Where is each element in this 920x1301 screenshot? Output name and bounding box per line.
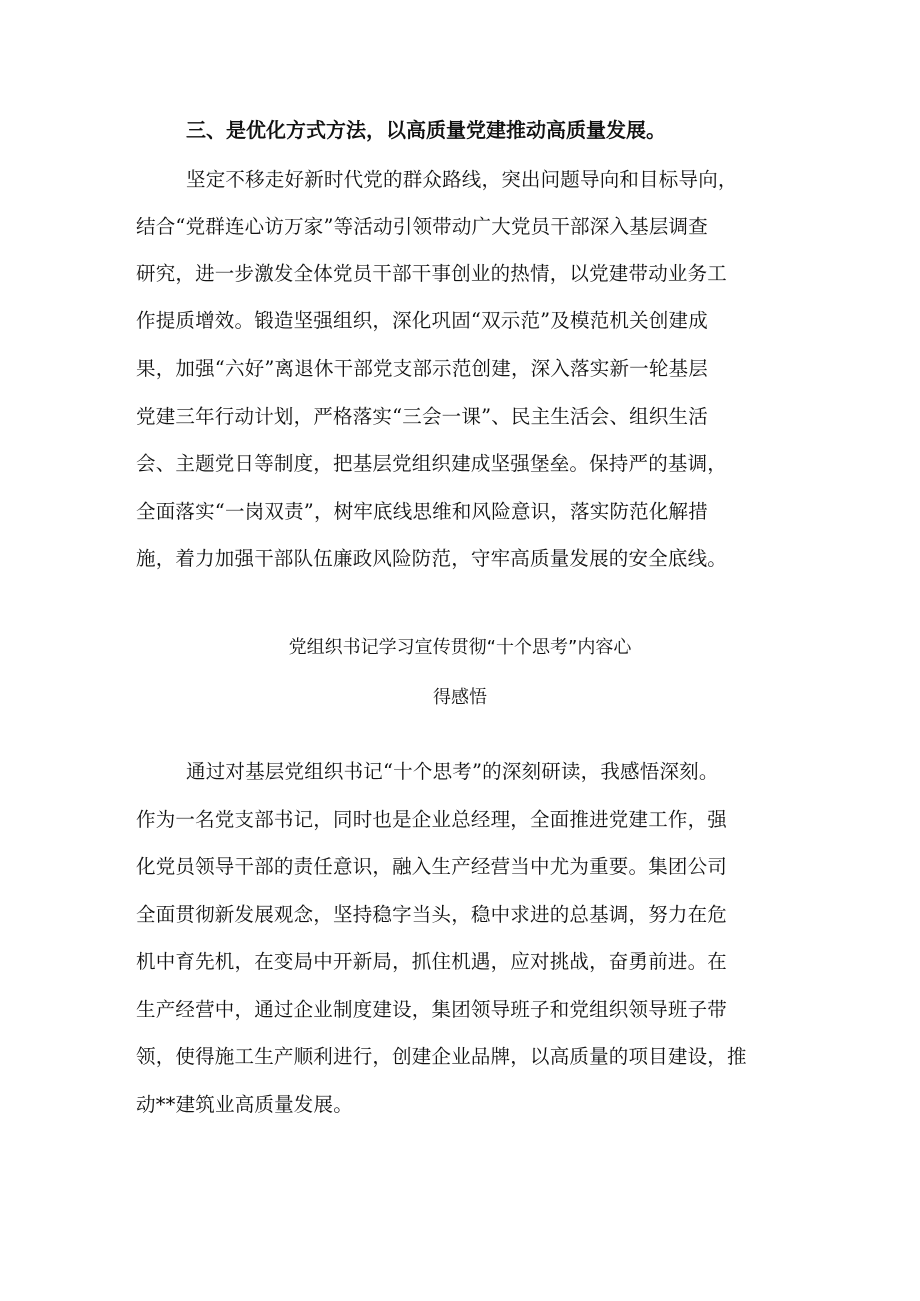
paragraph-line: 通过对基层党组织书记“十个思考”的深刻研读，我感悟深刻。 (186, 760, 719, 783)
paragraph-line: 机中育先机，在变局中开新局，抓住机遇，应对挑战，奋勇前进。在 (136, 950, 728, 973)
paragraph-line: 作提质增效。锻造坚强组织，深化巩固“双示范”及模范机关创建成 (136, 309, 708, 332)
paragraph-line: 全面落实“一岗双责”，树牢底线思维和风险意识，落实防范化解措 (136, 500, 708, 523)
paragraph-line: 全面贯彻新发展观念，坚持稳字当头，稳中求进的总基调，努力在危 (136, 903, 728, 926)
paragraph-line: 结合“党群连心访万家”等活动引领带动广大党员干部深入基层调查 (136, 215, 708, 238)
paragraph-line: 施，着力加强干部队伍廉政风险防范，守牢高质量发展的安全底线。 (136, 547, 728, 570)
paragraph-line: 动**建筑业高质量发展。 (136, 1093, 353, 1116)
paragraph-line: 会、主题党日等制度，把基层党组织建成坚强堡垒。保持严的基调， (136, 452, 728, 475)
article-title-line-1: 党组织书记学习宣传贯彻“十个思考”内容心 (288, 637, 632, 658)
paragraph-line: 领，使得施工生产顺利进行，创建企业品牌，以高质量的项目建设，推 (136, 1045, 747, 1068)
paragraph-line: 坚定不移走好新时代党的群众路线，突出问题导向和目标导向， (186, 168, 738, 191)
paragraph-line: 作为一名党支部书记，同时也是企业总经理，全面推进党建工作，强 (136, 808, 728, 831)
paragraph-line: 化党员领导干部的责任意识，融入生产经营当中尤为重要。集团公司 (136, 855, 728, 878)
paragraph-line: 生产经营中，通过企业制度建设，集团领导班子和党组织领导班子带 (136, 998, 728, 1021)
section-heading: 三、是优化方式方法，以高质量党建推动高质量发展。 (186, 118, 666, 142)
article-title-line-2: 得感悟 (433, 687, 487, 708)
paragraph-line: 党建三年行动计划，严格落实“三会一课”、民主生活会、组织生活 (136, 405, 708, 428)
paragraph-line: 研究，进一步激发全体党员干部干事创业的热情，以党建带动业务工 (136, 262, 728, 285)
paragraph-line: 果，加强“六好”离退休干部党支部示范创建，深入落实新一轮基层 (136, 357, 708, 380)
